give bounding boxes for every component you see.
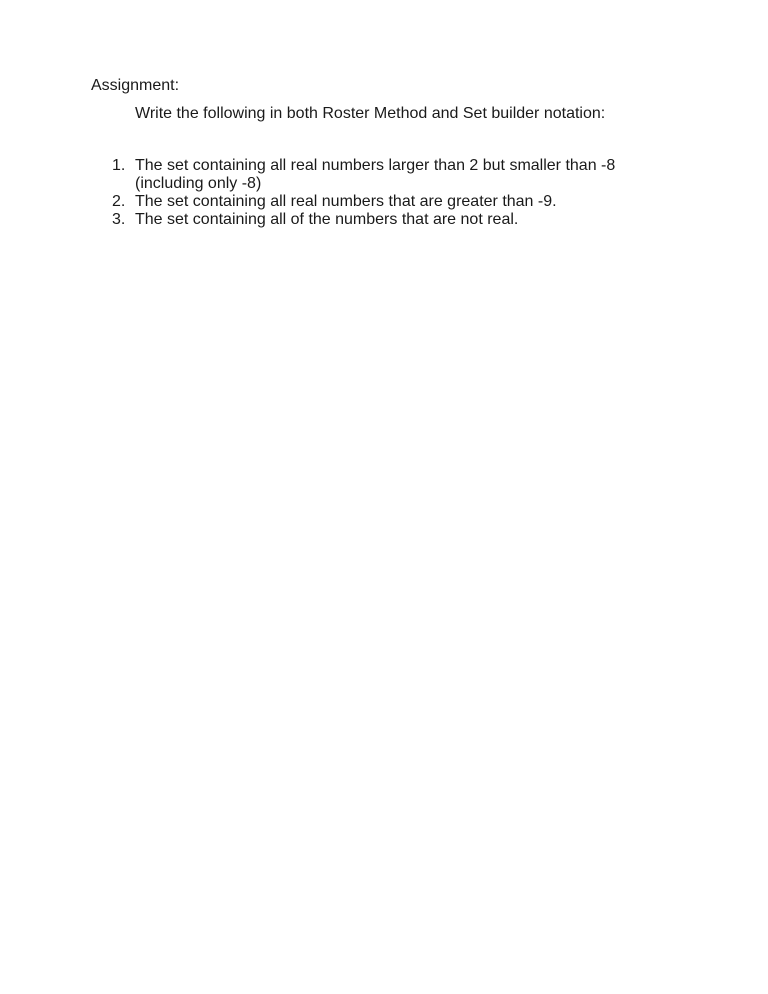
task-text-line: The set containing all real numbers larger than 2 but smaller than -8 (135, 157, 616, 174)
task-number: 2. (112, 193, 126, 210)
assignment-instruction: Write the following in both Roster Method and Set builder notation: (135, 105, 606, 122)
task-text-line: The set containing all real numbers that are greater than -9. (135, 193, 557, 210)
assignment-heading: Assignment: (91, 77, 180, 94)
task-number: 1. (112, 157, 126, 174)
task-number: 3. (112, 211, 126, 228)
task-item-3 (112, 211, 712, 229)
task-list (112, 157, 712, 229)
task-item-1 (112, 157, 712, 193)
task-item-2 (112, 193, 712, 211)
task-text-line: The set containing all of the numbers that are not real. (135, 211, 519, 228)
task-text-line: (including only -8) (135, 175, 262, 192)
